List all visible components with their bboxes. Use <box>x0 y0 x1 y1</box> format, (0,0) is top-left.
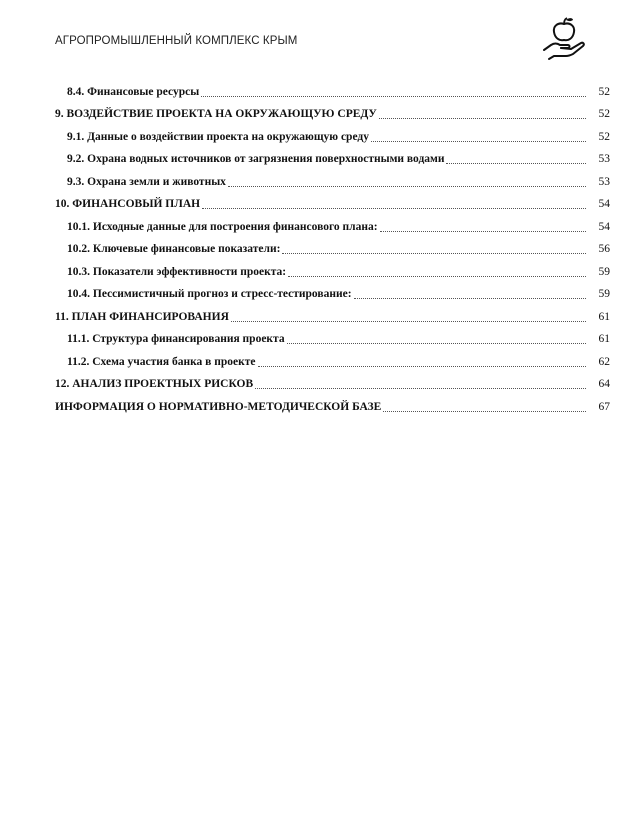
toc-entry-label: 11. ПЛАН ФИНАНСИРОВАНИЯ <box>55 310 229 323</box>
dot-leader <box>255 377 586 389</box>
toc-entry[interactable] <box>0 279 635 302</box>
toc-entry[interactable] <box>0 76 635 99</box>
toc-entry-label: 9.3. Охрана земли и животных <box>67 175 226 188</box>
toc-entry-label: 11.1. Структура финансирования проекта <box>67 333 285 345</box>
toc-entry-page-number: 61 <box>598 333 610 345</box>
toc-entry[interactable] <box>0 324 635 347</box>
dot-leader <box>288 265 586 277</box>
toc-entry-page-number: 52 <box>598 108 610 120</box>
toc-entry-label: 10.4. Пессимистичный прогноз и стресс-тестирование: <box>67 288 352 300</box>
toc-entry-label: 10. ФИНАНСОВЫЙ ПЛАН <box>55 198 201 210</box>
toc-entry-page-number: 59 <box>598 265 610 278</box>
page-header <box>0 0 635 70</box>
toc-entry[interactable] <box>0 99 635 122</box>
toc-entry-page-number: 59 <box>598 288 610 300</box>
toc-entry-label: 10.1. Исходные данные для построения финансового плана: <box>67 220 378 233</box>
toc-entry-page-number: 54 <box>598 220 610 233</box>
toc-entry-page-number: 62 <box>598 355 610 368</box>
dot-leader <box>282 242 586 254</box>
toc-entry[interactable] <box>0 391 635 414</box>
dot-leader <box>287 332 586 344</box>
table-of-contents <box>0 76 635 414</box>
header-title: АГРОПРОМЫШЛЕННЫЙ КОМПЛЕКС КРЫМ <box>55 35 298 47</box>
toc-entry[interactable] <box>0 211 635 234</box>
dot-leader <box>258 355 587 367</box>
toc-entry-page-number: 64 <box>598 378 610 390</box>
toc-entry-page-number: 67 <box>598 400 610 413</box>
toc-entry-page-number: 52 <box>598 85 610 98</box>
toc-entry-label: ИНФОРМАЦИЯ О НОРМАТИВНО-МЕТОДИЧЕСКОЙ БАЗЕ <box>55 400 382 413</box>
toc-entry[interactable] <box>0 121 635 144</box>
dot-leader <box>383 400 586 412</box>
toc-entry-label: 11.2. Схема участия банка в проекте <box>67 355 256 368</box>
header-divider <box>55 62 610 63</box>
toc-entry-label: 12. АНАЛИЗ ПРОЕКТНЫХ РИСКОВ <box>55 378 254 390</box>
toc-entry-label: 10.3. Показатели эффективности проекта: <box>67 265 287 278</box>
toc-entry[interactable] <box>0 166 635 189</box>
toc-entry-label: 8.4. Финансовые ресурсы <box>67 85 200 98</box>
dot-leader <box>231 310 586 322</box>
dot-leader <box>371 130 586 142</box>
dot-leader <box>354 287 586 299</box>
dot-leader <box>202 197 586 209</box>
dot-leader <box>201 85 586 97</box>
toc-entry[interactable] <box>0 144 635 167</box>
toc-entry-page-number: 56 <box>598 243 610 255</box>
dot-leader <box>380 220 586 232</box>
toc-entry[interactable] <box>0 256 635 279</box>
toc-entry[interactable] <box>0 189 635 212</box>
toc-entry-label: 9.1. Данные о воздействии проекта на окружающую среду <box>67 130 369 143</box>
toc-entry-page-number: 52 <box>598 130 610 143</box>
toc-entry[interactable] <box>0 346 635 369</box>
toc-entry-page-number: 53 <box>598 153 610 165</box>
apple-on-hand-icon <box>540 14 588 62</box>
toc-entry-label: 9. ВОЗДЕЙСТВИЕ ПРОЕКТА НА ОКРУЖАЮЩУЮ СРЕДУ <box>55 108 377 120</box>
toc-entry-label: 9.2. Охрана водных источников от загрязнения поверхностными водами <box>67 153 445 165</box>
dot-leader <box>446 152 586 164</box>
toc-entry[interactable] <box>0 301 635 324</box>
dot-leader <box>379 107 586 119</box>
toc-entry-label: 10.2. Ключевые финансовые показатели: <box>67 243 281 255</box>
toc-entry[interactable] <box>0 369 635 392</box>
toc-entry[interactable] <box>0 234 635 257</box>
toc-entry-page-number: 54 <box>598 198 610 210</box>
dot-leader <box>228 175 586 187</box>
toc-entry-page-number: 61 <box>598 310 610 323</box>
toc-entry-page-number: 53 <box>598 175 610 188</box>
